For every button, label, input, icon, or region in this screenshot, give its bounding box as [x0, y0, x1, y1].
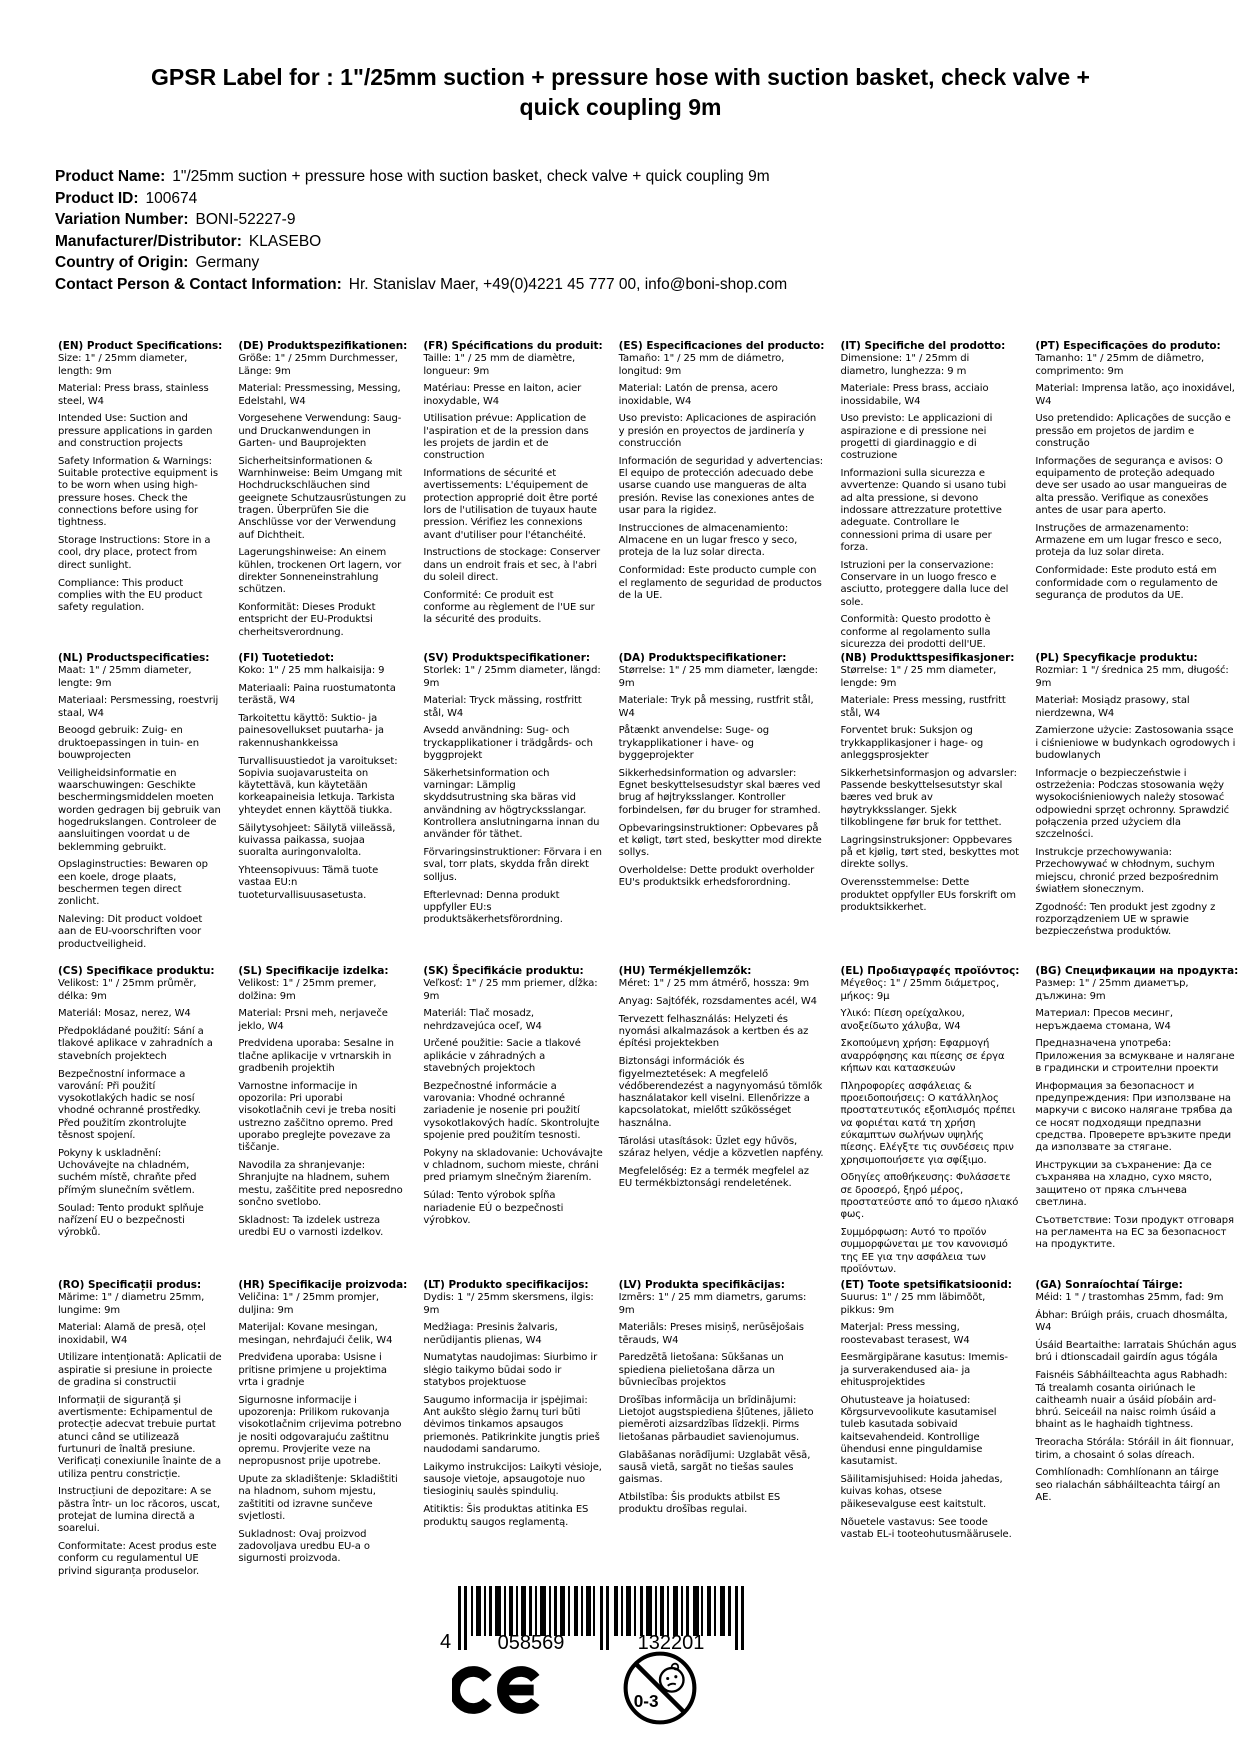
spec-paragraph: Conformidad: Este producto cumple con el reglamento de seguridad de productos de la UE.	[618, 565, 822, 601]
spec-paragraph: Материал: Пресов месинг, неръждаема стомана, W4	[1035, 1008, 1174, 1032]
spec-paragraph: Material: Imprensa latão, aço inoxidável, W4	[1035, 383, 1235, 407]
spec-paragraph: Förvaringsinstruktioner: Förvara i en sval, torr plats, skydda från direkt solljus.	[423, 847, 602, 883]
spec-paragraph: Dimensione: 1" / 25mm di diametro, lunghezza: 9 m	[840, 353, 970, 377]
spec-body	[619, 1292, 825, 1516]
spec-paragraph: Sigurnosne informacije i upozorenja: Prilikom rukovanja visokotlačnim crijevima potrebno je nositi odgovarajuću zaštitnu opremu. Provjerite veze na nepropusnost prije upotrebe.	[238, 1394, 402, 1468]
spec-heading: (LT) Produkto specifikacijos:	[423, 1279, 589, 1291]
spec-block	[423, 340, 602, 652]
spec-paragraph: Rozmiar: 1 "/ średnica 25 mm, długość: 9m	[1035, 665, 1229, 689]
spec-heading: (CS) Specifikace produktu:	[58, 965, 215, 977]
spec-paragraph: Material: Pressmessing, Messing, Edelstahl, W4	[238, 383, 401, 407]
spec-heading: (FR) Spécifications du produit:	[423, 340, 603, 352]
spec-body	[58, 978, 222, 1239]
spec-heading: (IT) Specifiche del prodotto:	[840, 340, 1006, 352]
age-warning-icon	[622, 1650, 698, 1730]
spec-paragraph: Velikost: 1" / 25mm premer, dolžina: 9m	[238, 978, 377, 1002]
spec-block	[840, 1279, 1019, 1584]
spec-paragraph: Materjal: Press messing, roostevabast terasest, W4	[840, 1322, 970, 1346]
spec-paragraph: Bezpečnostné informácie a varovania: Vhodné ochranné zariadenie je nosenie pri použití vysokotlakových hadíc. Skontrolujte spojenie pred použitím tesnosti.	[423, 1080, 600, 1142]
spec-paragraph: Información de seguridad y advertencias: El equipo de protección adecuado debe usarse cuando use mangueras de alta presión. Revise las conexiones antes de usar para la rigidez.	[618, 455, 824, 517]
spec-paragraph: Информация за безопасност и предупреждения: При използване на маркучи с високо налягане трябва да се носят подходящи предпазни средства. Проверете връзките преди да използвате за стягане.	[1035, 1080, 1233, 1154]
spec-paragraph: Compliance: This product complies with the EU product safety regulation.	[58, 577, 203, 614]
spec-heading: (GA) Sonraíochtaí Táirge:	[1035, 1279, 1183, 1291]
product-info-value: 1"/25mm suction + pressure hose with suction basket, check valve + quick coupling 9m	[172, 168, 770, 185]
spec-paragraph: Lagerungshinweise: An einem kühlen, trockenen Ort lagern, vor direkter Sonneneinstrahlung schützen.	[238, 547, 402, 596]
spec-paragraph: Atitiktis: Šis produktas atitinka ES produktų saugos reglamentą.	[423, 1504, 589, 1528]
spec-paragraph: Laikymo instrukcijos: Laikyti vėsioje, sausoje vietoje, apsaugotoje nuo tiesioginių saulės spindulių.	[423, 1461, 602, 1498]
spec-body	[619, 978, 825, 1190]
product-info-label: Country of Origin:	[55, 254, 189, 271]
spec-block	[58, 1279, 222, 1584]
spec-paragraph: Conformidade: Este produto está em conformidade com o regulamento de segurança de produtos da UE.	[1035, 565, 1218, 601]
spec-paragraph: Sikkerhedsinformation og advarsler: Egnet beskyttelsesudstyr skal bæres ved brug af højtryksslanger. Kontroller forbindelsen, før du bruger for stramhed.	[618, 767, 821, 816]
spec-body	[423, 1292, 602, 1529]
spec-paragraph: Určené použitie: Sacie a tlakové aplikácie v záhradných a stavebných projektoch	[423, 1038, 581, 1075]
spec-paragraph: Nõuetele vastavus: See toode vastab EL-i tooteohutusmäärusele.	[840, 1516, 1012, 1540]
spec-heading: (SV) Produktspecifikationer:	[423, 652, 590, 664]
spec-paragraph: Istruzioni per la conservazione: Conservare in un luogo fresco e asciutto, proteggere dalla luce del sole.	[840, 559, 1009, 608]
spec-body	[840, 978, 1019, 1276]
spec-body	[58, 353, 222, 614]
spec-block	[58, 652, 222, 965]
spec-heading: (EN) Product Specifications:	[58, 340, 223, 352]
spec-paragraph: Instructions de stockage: Conserver dans un endroit frais et sec, à l'abri du soleil direct.	[423, 547, 601, 584]
product-info-value: Germany	[195, 254, 260, 271]
spec-paragraph: Instrucciones de almacenamiento: Almacene en un lugar fresco y seco, proteja de la luz solar directa.	[618, 522, 798, 559]
spec-paragraph: Glabāšanas norādījumi: Uzglabāt vēsā, sausā vietā, sargāt no tiešas saules gaismas.	[618, 1449, 811, 1486]
spec-heading: (DA) Produktspecifikationer:	[618, 652, 787, 664]
spec-body	[238, 665, 407, 902]
spec-paragraph: Инструкции за съхранение: Да се съхранява на хладно, сухо място, защитено от пряка слънчева светлина.	[1035, 1160, 1212, 1209]
spec-paragraph: Varnostne informacije in opozorila: Pri uporabi visokotlačnih cevi je treba nositi ustrezno zaščitno opremo. Pred uporabo preglejte povezave za tiščanje.	[238, 1080, 396, 1154]
spec-heading: (NL) Productspecificaties:	[58, 652, 210, 664]
spec-paragraph: Zgodność: Ten produkt jest zgodny z rozporządzeniem UE w sprawie bezpieczeństwa produktów.	[1035, 901, 1216, 938]
spec-paragraph: Uso previsto: Aplicaciones de aspiración y presión en proyectos de jardinería y construcción	[618, 413, 817, 450]
spec-heading: (FI) Tuotetiedot:	[238, 652, 335, 664]
spec-paragraph: Säilitamisjuhised: Hoida jahedas, kuivas kohas, otsese päikesevalguse eest kaitstult.	[840, 1474, 1003, 1510]
spec-paragraph: Predvidena uporaba: Sesalne in tlačne aplikacije v vrtnarskih in gradbenih projektih	[238, 1038, 394, 1075]
product-info-value: 100674	[145, 189, 198, 207]
spec-grid	[58, 340, 1239, 1584]
spec-paragraph: Naleving: Dit product voldoet aan de EU-voorschriften voor productveiligheid.	[58, 914, 203, 950]
spec-paragraph: Uso pretendido: Aplicações de sucção e pressão em projetos de jardim e construção	[1035, 413, 1231, 450]
spec-block	[840, 965, 1019, 1279]
spec-paragraph: Materiaal: Persmessing, roestvrij staal, W4	[58, 695, 219, 719]
spec-body	[1035, 978, 1238, 1251]
spec-block	[619, 965, 825, 1279]
product-info-label: Product Name:	[55, 168, 166, 185]
spec-paragraph: Bezpečnostní informace a varování: Při použití vysokotlakých hadic se nosí vhodné ochranné prostředky. Před použitím zkontrolujte těsnost spojení.	[58, 1068, 201, 1142]
baby-face-icon	[660, 1664, 684, 1692]
spec-paragraph: Utilizare intenționată: Aplicatii de aspiratie si presiune in proiecte de gradina si constructii	[58, 1352, 222, 1389]
spec-paragraph: Drošības informācija un brīdinājumi: Lietojot augstspiediena šļūtenes, jālieto piemēroti aizsardzības līdzekļi. Pirms lietošanas pārbaudiet savienojumus.	[618, 1394, 814, 1443]
spec-heading: (LV) Produkta specifikācijas:	[618, 1279, 785, 1291]
spec-heading: (SL) Specifikacije izdelka:	[238, 965, 389, 977]
spec-paragraph: Opslaginstructies: Bewaren op een koele, droge plaats, beschermen tegen direct zonlicht.	[58, 859, 208, 908]
spec-paragraph: Saugumo informacija ir įspėjimai: Ant aukšto slėgio žarnų turi būti dėvimos tinkamos apsaugos priemonės. Patikrinkite jungtis prieš naudodami sandarumo.	[423, 1394, 600, 1456]
spec-paragraph: Säkerhetsinformation och varningar: Lämplig skyddsutrustning ska bäras vid användning av högtrycksslangar. Kontrollera anslutningarna innan du använder för täthet.	[423, 767, 600, 841]
spec-paragraph: Safety Information & Warnings: Suitable protective equipment is to be worn when using high-pressure hoses. Check the connections before using for tightness.	[58, 455, 218, 529]
spec-paragraph: Ábhar: Brúigh práis, cruach dhosmálta, W4	[1035, 1310, 1228, 1334]
spec-paragraph: Materiale: Tryk på messing, rustfrit stål, W4	[618, 695, 814, 719]
spec-body	[840, 665, 1019, 914]
spec-paragraph: Pokyny k uskladnění: Uchovávejte na chladném, suchém místě, chraňte před přímým slunečním světlem.	[58, 1147, 197, 1196]
spec-paragraph: Veličina: 1" / 25mm promjer, duljina: 9m	[238, 1292, 380, 1316]
spec-paragraph: Avsedd användning: Sug- och tryckapplikationer i trädgårds- och byggprojekt	[423, 725, 593, 762]
product-info-value: Hr. Stanislav Maer, +49(0)4221 45 777 00, info@boni-shop.com	[348, 275, 788, 293]
spec-paragraph: Säilytysohjeet: Säilytä viileässä, kuivassa paikassa, suojaa suoralta auringonvalolta.	[238, 822, 396, 859]
footer-area	[0, 1580, 1241, 1750]
spec-paragraph: Conformitate: Acest produs este conform cu regulamentul UE privind siguranța produselor.	[58, 1541, 217, 1577]
spec-heading: (ES) Especificaciones del producto:	[618, 340, 825, 352]
spec-paragraph: Intended Use: Suction and pressure applications in garden and construction projects	[58, 413, 213, 450]
spec-paragraph: Οδηγίες αποθήκευσης: Φυλάσσετε σε δροσερό, ξηρό μέρος, προστατεύστε από το άμεσο ηλιακό φως.	[840, 1172, 1019, 1221]
spec-block	[238, 965, 407, 1279]
spec-paragraph: Megfelelőség: Ez a termék megfelel az EU termékbiztonsági rendeletének.	[618, 1165, 809, 1189]
spec-block	[238, 340, 407, 652]
spec-paragraph: Izmērs: 1" / 25 mm diametrs, garums: 9m	[618, 1292, 807, 1316]
spec-paragraph: Treoracha Stórála: Stóráil in áit fionnuar, tirim, a chosaint ó solas díreach.	[1035, 1437, 1234, 1461]
spec-block	[58, 965, 222, 1279]
spec-paragraph: Påtænkt anvendelse: Suge- og trykapplikationer i have- og byggeprojekter	[618, 725, 770, 762]
spec-paragraph: Súlad: Tento výrobok spĺňa nariadenie EÚ o bezpečnosti výrobkov.	[423, 1190, 564, 1226]
spec-paragraph: Utilisation prévue: Application de l'aspiration et de la pression dans les projets de jardin et de construction	[423, 413, 589, 462]
spec-paragraph: Biztonsági információk és figyelmeztetések: A megfelelő védőberendezést a nagynyomású tömlők használatakor kell viselni. Ellenőrizze a kapcsolatokat, mielőtt szűkösséget használna.	[618, 1056, 823, 1129]
spec-paragraph: Materiał: Mosiądz prasowy, stal nierdzewna, W4	[1035, 695, 1190, 719]
spec-paragraph: Materijal: Kovane mesingan, mesingan, nehrđajući čelik, W4	[238, 1322, 393, 1346]
spec-block	[58, 340, 222, 652]
product-info-row	[55, 188, 1185, 210]
spec-paragraph: Συμμόρφωση: Αυτό το προϊόν συμμορφώνεται με τον κανονισμό της ΕΕ για την ασφάλεια των προϊόντων.	[840, 1227, 1008, 1276]
spec-paragraph: Upute za skladištenje: Skladištiti na hladnom, suhom mjestu, zaštititi od izravne sunčeve svjetlosti.	[238, 1474, 398, 1523]
spec-paragraph: Размер: 1" / 25mm диаметър, дължина: 9m	[1035, 978, 1189, 1002]
spec-paragraph: Instrucțiuni de depozitare: A se păstra într- un loc răcoros, uscat, protejat de lumina directă a soarelui.	[58, 1486, 220, 1535]
spec-paragraph: Eesmärgipärane kasutus: Imemis- ja surverakendused aia- ja ehitusprojektides	[840, 1352, 1008, 1389]
spec-heading: (NB) Produkttspesifikasjoner:	[840, 652, 1015, 664]
spec-paragraph: Sukladnost: Ovaj proizvod zadovoljava uredbu EU-a o sigurnosti proizvoda.	[238, 1528, 370, 1565]
spec-paragraph: Turvallisuustiedot ja varoitukset: Sopivia suojavarusteita on käytettävä, kun käytetään korkeapaineisia letkuja. Tarkista yhteydet ennen käyttöä tiukka.	[238, 755, 398, 816]
product-info-label: Manufacturer/Distributor:	[55, 232, 242, 250]
spec-paragraph: Uso previsto: Le applicazioni di aspirazione e di pressione nei progetti di giardinaggio e di costruzione	[840, 413, 993, 462]
spec-paragraph: Paredzētā lietošana: Sūkšanas un spiediena pielietošana dārza un būvniecības projektos	[618, 1352, 784, 1389]
spec-paragraph: Veiligheidsinformatie en waarschuwingen: Geschikte beschermingsmiddelen moeten worden gedragen bij gebruik van hogedrukslangen. Controleer de aansluitingen voordat u de beklemming gebruikt.	[58, 767, 221, 853]
page-title: GPSR Label for : 1"/25mm suction + pressure hose with suction basket, check valve + quick coupling 9m	[151, 64, 1090, 120]
spec-paragraph: Materiaali: Paina ruostumatonta terästä, W4	[238, 683, 396, 707]
spec-body	[58, 1292, 222, 1578]
spec-block	[619, 652, 825, 965]
spec-heading: (DE) Produktspezifikationen:	[238, 340, 408, 352]
spec-paragraph: Materiāls: Preses misiņš, nerūsējošais tērauds, W4	[618, 1322, 804, 1346]
spec-paragraph: Material: Alamă de presă, oțel inoxidabil, W4	[58, 1322, 206, 1346]
spec-body	[840, 1292, 1019, 1541]
spec-paragraph: Съответствие: Този продукт отговаря на регламента на ЕС за безопасност на продуктите.	[1035, 1214, 1234, 1251]
spec-paragraph: Matériau: Presse en laiton, acier inoxydable, W4	[423, 383, 582, 407]
spec-paragraph: Forventet bruk: Suksjon og trykkapplikasjoner i hage- og anleggsprosjekter	[840, 725, 984, 762]
age-warning-graphic	[622, 1650, 698, 1726]
barcode	[438, 1586, 750, 1656]
spec-paragraph: Conformità: Questo prodotto è conforme al regolamento sulla sicurezza dei prodotti dell'UE.	[840, 614, 991, 651]
spec-heading: (PL) Specyfikacje produktu:	[1035, 652, 1198, 664]
spec-heading: (SK) Špecifikácie produktu:	[423, 965, 584, 977]
spec-paragraph: Veľkosť: 1" / 25 mm priemer, dĺžka: 9m	[423, 978, 598, 1002]
spec-body	[423, 353, 602, 626]
spec-paragraph: Skladnost: Ta izdelek ustreza uredbi EU o varnosti izdelkov.	[238, 1214, 384, 1239]
spec-paragraph: Σκοπούμενη χρήση: Εφαρμογή αναρρόφησης και πίεσης σε έργα κήπων και κατασκευών	[840, 1038, 1005, 1075]
spec-paragraph: Größe: 1" / 25mm Durchmesser, Länge: 9m	[238, 353, 398, 377]
spec-paragraph: Faisnéis Sábháilteachta agus Rabhadh: Tá trealamh cosanta oiriúnach le caitheamh nuair a úsáid píobáin ard-bhrú. Seiceáil na naisc roimh úsáid a bhaint as le haghaidh tightness.	[1035, 1370, 1228, 1431]
spec-paragraph: Anyag: Sajtófék, rozsdamentes acél, W4	[618, 996, 817, 1008]
spec-paragraph: Dydis: 1 "/ 25mm skersmens, ilgis: 9m	[423, 1292, 594, 1316]
product-info-label: Contact Person & Contact Information:	[55, 275, 342, 293]
barcode-graphic	[438, 1586, 750, 1652]
spec-paragraph: Velikost: 1" / 25mm průměr, délka: 9m	[58, 978, 197, 1002]
barcode-digit-system: 4	[440, 1631, 452, 1652]
spec-block	[423, 1279, 602, 1584]
spec-body	[840, 353, 1019, 651]
spec-paragraph: Méret: 1" / 25 mm átmérő, hossza: 9m	[618, 978, 810, 990]
spec-paragraph: Sicherheitsinformationen & Warnhinweise: Beim Umgang mit Hochdruckschläuchen sind geeignete Schutzausrüstungen zu tragen. Überprüfen Sie die Anschlüsse vor der Verwendung auf Dichtheit.	[238, 455, 406, 541]
spec-paragraph: Material: Press brass, stainless steel, W4	[58, 383, 209, 407]
spec-paragraph: Instrukcje przechowywania: Przechowywać w chłodnym, suchym miejscu, chronić przed bezpośrednim światłem słonecznym.	[1035, 847, 1219, 896]
product-info-row	[55, 209, 1185, 231]
product-info-row	[55, 166, 1185, 188]
spec-heading: (EL) Προδιαγραφές προϊόντος:	[840, 965, 1020, 977]
spec-paragraph: Maat: 1" / 25mm diameter, lengte: 9m	[58, 665, 192, 689]
spec-paragraph: Atbilstība: Šis produkts atbilst ES produktu drošības regulai.	[618, 1491, 781, 1516]
spec-paragraph: Instruções de armazenamento: Armazene em um lugar fresco e seco, proteja da luz solar direta.	[1035, 522, 1222, 559]
spec-paragraph: Pokyny na skladovanie: Uchovávajte v chladnom, suchom mieste, chráni pred priamym slnečným žiarením.	[423, 1147, 603, 1184]
spec-paragraph: Sikkerhetsinformasjon og advarsler: Passende beskyttelsesutstyr skal bæres ved bruk av høytrykksslanger. Sjekk tilkoblingene før bruk for tetthet.	[840, 767, 1017, 829]
spec-block	[619, 1279, 825, 1584]
spec-paragraph: Opbevaringsinstruktioner: Opbevares på et køligt, tørt sted, beskytter mod direkte sollys.	[618, 822, 822, 859]
spec-paragraph: Zamierzone użycie: Zastosowania ssące i ciśnieniowe w budynkach ogrodowych i budowlanych	[1035, 725, 1236, 762]
product-info-row	[55, 252, 1185, 274]
spec-paragraph: Informações de segurança e avisos: O equipamento de proteção adequado deve ser usado ao usar mangueiras de alta pressão. Verifique as conexões antes de usar para aperto.	[1035, 455, 1227, 517]
spec-body	[423, 978, 602, 1227]
spec-paragraph: Efterlevnad: Denna produkt uppfyller EU:s produktsäkerhetsförordning.	[423, 889, 563, 926]
spec-block	[423, 652, 602, 965]
spec-paragraph: Predviđena uporaba: Usisne i pritisne primjene u projektima vrta i gradnje	[238, 1352, 387, 1389]
spec-paragraph: Υλικό: Πίεση ορείχαλκου, ανοξείδωτο χάλυβα, W4	[840, 1008, 965, 1032]
spec-paragraph: Tervezett felhasználás: Helyzeti és nyomási alkalmazások a kertben és az építési projektekben	[618, 1013, 809, 1050]
spec-paragraph: Materiale: Press messing, rustfritt stål, W4	[840, 695, 1006, 719]
spec-paragraph: Storage Instructions: Store in a cool, dry place, protect from direct sunlight.	[58, 535, 211, 571]
spec-paragraph: Tárolási utasítások: Üzlet egy hűvös, száraz helyen, védje a közvetlen napfény.	[618, 1135, 824, 1159]
spec-body	[619, 353, 825, 602]
spec-paragraph: Conformité: Ce produit est conforme au règlement de l'UE sur la sécurité des produits.	[423, 589, 595, 626]
spec-block	[1035, 340, 1238, 652]
product-info-row	[55, 274, 1185, 296]
spec-paragraph: Størrelse: 1" / 25 mm diameter, længde: 9m	[618, 665, 818, 689]
spec-paragraph: Størrelse: 1" / 25 mm diameter, lengde: 9m	[840, 665, 997, 689]
spec-paragraph: Lagringsinstruksjoner: Oppbevares på et kjølig, tørt sted, beskyttes mot direkte sollys.	[840, 834, 1019, 871]
spec-block	[238, 1279, 407, 1584]
product-info-value: BONI-52227-9	[195, 211, 296, 228]
spec-paragraph: Yhteensopivuus: Tämä tuote vastaa EU:n tuoteturvallisuusasetusta.	[238, 864, 379, 901]
spec-block	[1035, 652, 1238, 965]
spec-paragraph: Mărime: 1" / diametru 25mm, lungime: 9m	[58, 1292, 205, 1316]
spec-paragraph: Overholdelse: Dette produkt overholder EU's produktsikk erhedsforordning.	[618, 864, 815, 889]
spec-block	[238, 652, 407, 965]
spec-block	[1035, 965, 1238, 1279]
product-info-label: Product ID:	[55, 189, 139, 207]
spec-paragraph: Tamanho: 1" / 25mm de diâmetro, comprimento: 9m	[1035, 353, 1205, 377]
barcode-digits-right: 132201	[637, 1632, 705, 1652]
product-info-section	[55, 166, 1185, 295]
product-info-label: Variation Number:	[55, 211, 189, 228]
spec-paragraph: Předpokládané použití: Sání a tlakové aplikace v zahradních a stavebních projektech	[58, 1026, 213, 1062]
spec-paragraph: Size: 1" / 25mm diameter, length: 9m	[58, 353, 188, 377]
spec-paragraph: Materiál: Mosaz, nerez, W4	[58, 1008, 191, 1020]
spec-paragraph: Μέγεθος: 1" / 25mm διάμετρος, μήκος: 9μ	[840, 978, 1000, 1002]
spec-heading: (RO) Specificații produs:	[58, 1279, 202, 1291]
product-info-value: KLASEBO	[248, 232, 322, 250]
spec-paragraph: Méid: 1 " / trastomhas 25mm, fad: 9m	[1035, 1292, 1224, 1304]
spec-paragraph: Tamaño: 1" / 25 mm de diámetro, longitud: 9m	[618, 353, 785, 377]
spec-paragraph: Storlek: 1" / 25mm diameter, längd: 9m	[423, 665, 601, 689]
spec-body	[1035, 1292, 1238, 1504]
spec-paragraph: Úsáid Beartaithe: Iarratais Shúchán agus brú i dtionscadail gairdín agus tógála	[1035, 1340, 1237, 1364]
spec-paragraph: Numatytas naudojimas: Siurbimo ir slėgio taikymo būdai sodo ir statybos projektuose	[423, 1352, 598, 1389]
spec-paragraph: Beoogd gebruik: Zuig- en druktoepassingen in tuin- en bouwprojecten	[58, 725, 199, 762]
spec-paragraph: Overensstemmelse: Dette produktet oppfyller EUs forskrift om produktsikkerhet.	[840, 877, 1016, 913]
spec-block	[423, 965, 602, 1279]
spec-heading: (BG) Спецификации на продукта:	[1035, 965, 1239, 977]
spec-paragraph: Предназначена употреба: Приложения за всмукване и налягане в градински и строителни проекти	[1035, 1038, 1235, 1075]
spec-paragraph: Material: Latón de prensa, acero inoxidable, W4	[618, 383, 778, 407]
spec-paragraph: Material: Tryck mässing, rostfritt stål, W4	[423, 695, 582, 719]
spec-paragraph: Materiál: Tlač mosadz, nehrdzavejúca oceľ, W4	[423, 1008, 542, 1032]
spec-body	[238, 978, 407, 1239]
spec-body	[238, 1292, 407, 1565]
spec-block	[840, 652, 1019, 965]
spec-body	[238, 353, 407, 639]
spec-block	[840, 340, 1019, 652]
spec-paragraph: Navodila za shranjevanje: Shranjujte na hladnem, suhem mestu, zaščitite pred neposredno sončno svetlobo.	[238, 1160, 403, 1209]
spec-paragraph: Informations de sécurité et avertissements: L'équipement de protection approprié doit être porté lors de l'utilisation de tuyaux haute pression. Vérifiez les connexions avant d'utiliser pour l'étanchéité.	[423, 468, 598, 541]
spec-paragraph: Soulad: Tento produkt splňuje nařízení EU o bezpečnosti výrobků.	[58, 1202, 204, 1239]
spec-paragraph: Comhlíonadh: Comhlíonann an táirge seo rialachán sábháilteachta táirgí an AE.	[1035, 1467, 1221, 1503]
barcode-digits-left: 058569	[497, 1632, 565, 1652]
spec-body	[58, 665, 222, 951]
spec-paragraph: Material: Prsni meh, nerjaveče jeklo, W4	[238, 1008, 388, 1032]
spec-paragraph: Koko: 1" / 25 mm halkaisija: 9	[238, 665, 385, 677]
spec-heading: (HR) Specifikacije proizvoda:	[238, 1279, 408, 1291]
spec-paragraph: Medžiaga: Presinis žalvaris, nerūdijantis plienas, W4	[423, 1322, 558, 1346]
age-warning-label: 0-3	[633, 1691, 659, 1711]
spec-paragraph: Informazioni sulla sicurezza e avvertenze: Quando si usano tubi ad alta pressione, si devono indossare attrezzature protettive adeguate. Controllare le connessioni prima di usare per forza.	[840, 468, 1007, 553]
spec-paragraph: Πληροφορίες ασφάλειας & προειδοποιήσεις: Ο κατάλληλος προστατευτικός εξοπλισμός πρέπει να φοριέται κατά τη χρήση εύκαμπτων σωλήνων υψηλής πίεσης. Ελέγξτε τις συνδέσεις πριν χρησιμοποιήσετε για σφίξιμο.	[840, 1080, 1016, 1166]
spec-body	[1035, 665, 1238, 938]
ce-mark-icon	[452, 1660, 546, 1724]
spec-paragraph: Suurus: 1" / 25 mm läbimõõt, pikkus: 9m	[840, 1292, 986, 1316]
product-info-row	[55, 231, 1185, 253]
spec-body	[619, 665, 825, 889]
spec-heading: (HU) Termékjellemzők:	[618, 965, 752, 977]
spec-block	[1035, 1279, 1238, 1584]
spec-paragraph: Vorgesehene Verwendung: Saug- und Druckanwendungen in Garten- und Bauprojekten	[238, 413, 402, 450]
spec-block	[619, 340, 825, 652]
spec-body	[1035, 353, 1238, 602]
spec-paragraph: Informacje o bezpieczeństwie i ostrzeżenia: Podczas stosowania węży wysokociśnieniowych należy stosować odpowiedni sprzęt ochronny. Sprawdzić połączenia przed użyciem dla szczelności.	[1035, 767, 1230, 841]
spec-body	[423, 665, 602, 926]
spec-paragraph: Ohutusteave ja hoiatused: Kõrgsurvevoolikute kasutamisel tuleb kasutada sobivaid kaitsevahendeid. Kontrollige ühendusi enne pinguldamise kasutamist.	[840, 1394, 997, 1468]
spec-paragraph: Konformität: Dieses Produkt entspricht der EU-Produktsi cherheitsverordnung.	[238, 602, 376, 638]
spec-paragraph: Tarkoitettu käyttö: Suktio- ja painesovellukset puutarha- ja rakennushankkeissa	[238, 713, 384, 749]
ce-mark-graphic	[452, 1660, 546, 1720]
spec-heading: (PT) Especificações do produto:	[1035, 340, 1221, 352]
spec-paragraph: Taille: 1" / 25 mm de diamètre, longueur: 9m	[423, 353, 576, 377]
spec-paragraph: Materiale: Press brass, acciaio inossidabile, W4	[840, 383, 989, 407]
spec-paragraph: Informații de siguranță și avertismente: Echipamentul de protecție adecvat trebuie purtat atunci când se utilizează furtunuri de înaltă presiune. Verificați conexiunile înainte de a utiliza pentru constricție.	[58, 1394, 222, 1480]
spec-heading: (ET) Toote spetsifikatsioonid:	[840, 1279, 1012, 1291]
